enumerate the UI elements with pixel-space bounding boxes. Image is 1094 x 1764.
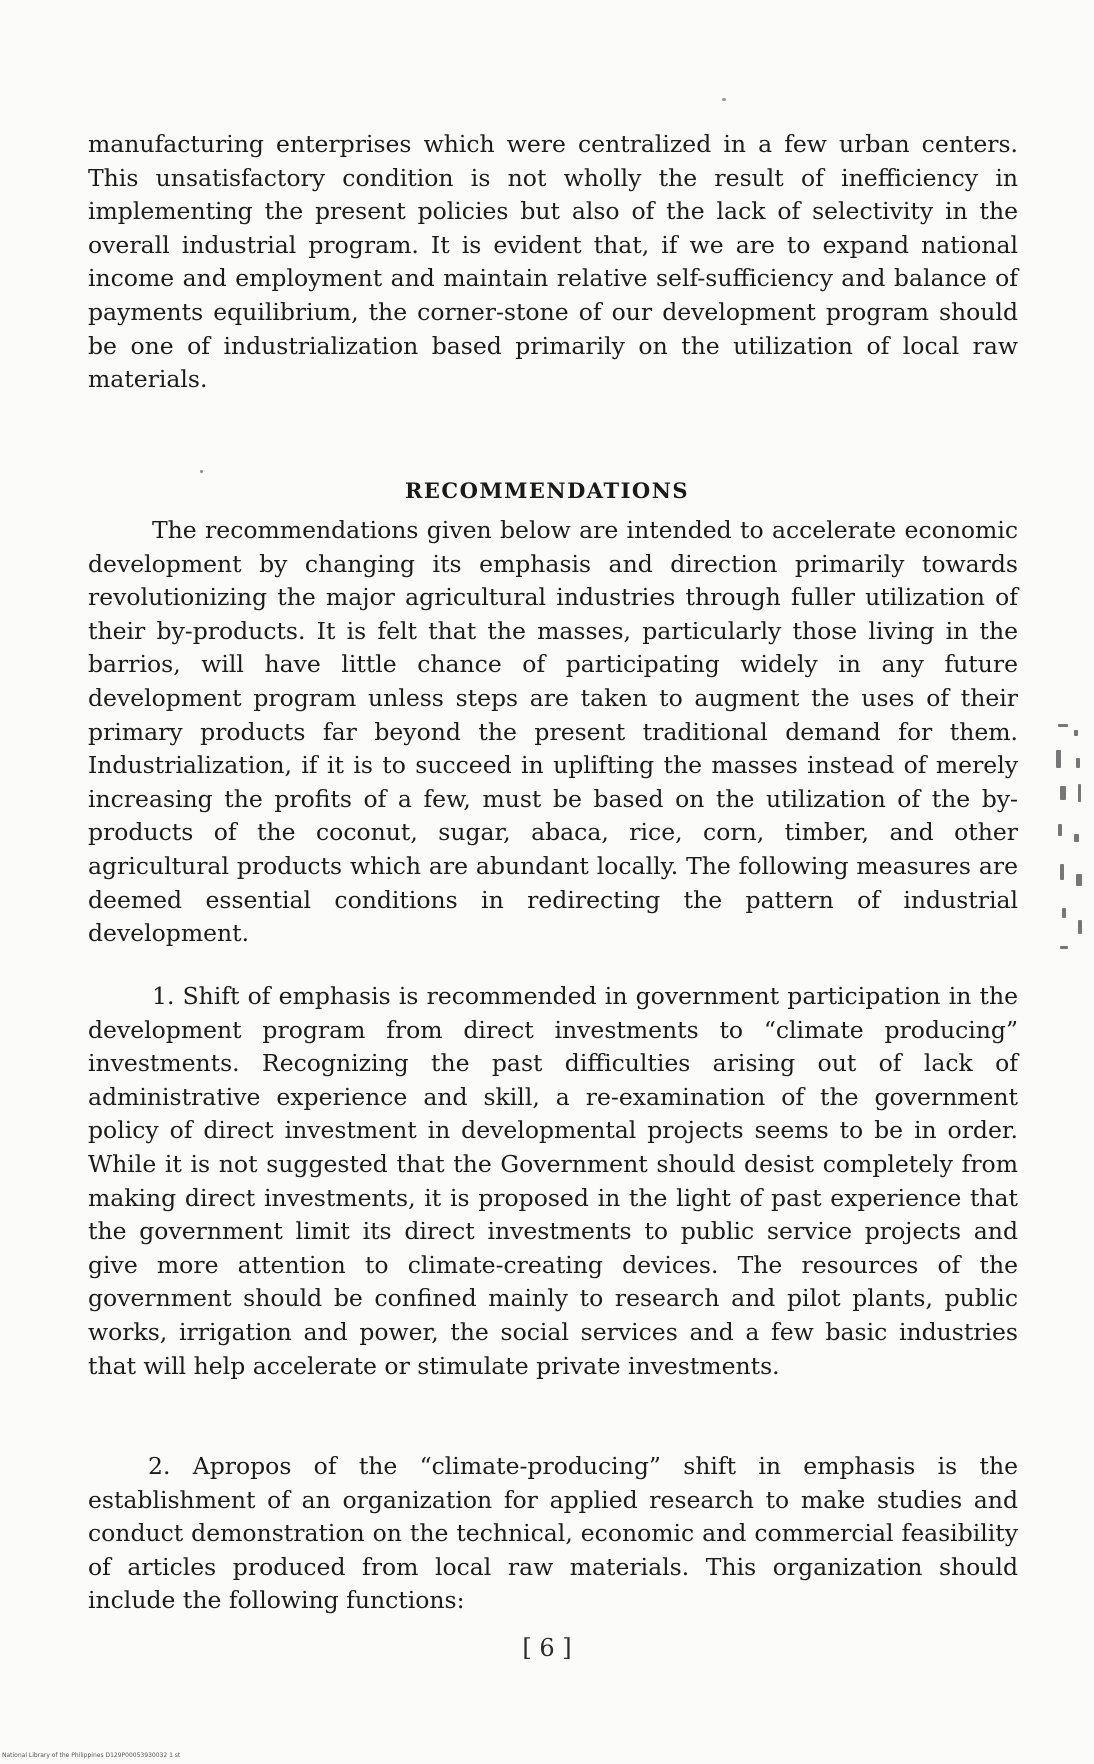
bleed-mark <box>1062 908 1066 918</box>
section-heading: RECOMMENDATIONS <box>404 478 690 503</box>
bleed-mark <box>1058 724 1068 727</box>
bleed-mark <box>1078 784 1081 802</box>
scan-speck <box>200 470 203 473</box>
paragraph-recommendations-text: The recommendations given below are intended to accelerate economic development by changing its emphasis and direction primarily towards revolutionizing the major agricultural industries through fuller utilization of their by-products. It is felt that the masses, particularly those living in the barrios, will have little chance of participating widely in any future development program unless steps are taken to augment the uses of their primary products far beyond the present traditional demand for them. Industrialization, if it is to succeed in uplifting the masses instead of merely increasing the profits of a few, must be based on the utilization of the by-products of the coconut, sugar, abaca, rice, corn, timber, and other agricultural products which are abundant locally. The following measures are deemed essential conditions in redirecting the pattern of industrial development. <box>88 516 1018 948</box>
paragraph-recommendations <box>88 514 1018 951</box>
margin-bleed-marks <box>1052 724 1092 964</box>
bleed-mark <box>1060 864 1064 880</box>
bleed-mark <box>1074 730 1078 736</box>
bleed-mark <box>1060 946 1068 949</box>
paragraph-item-one <box>88 980 1018 1383</box>
bleed-mark <box>1078 920 1082 934</box>
paragraph-intro <box>88 128 1018 397</box>
bleed-mark <box>1060 786 1066 800</box>
page-number: [ 6 ] <box>522 1634 572 1662</box>
paragraph-item-two <box>88 1450 1018 1618</box>
paragraph-intro-text: manufacturing enterprises which were centralized in a few urban centers. This unsatisfactory condition is not wholly the result of inefficiency in implementing the present policies but also of the lack of selectivity in the overall industrial program. It is evident that, if we are to expand national income and employment and maintain relative self-sufficiency and balance of payments equilibrium, the corner-stone of our development program should be one of industrialization based primarily on the utilization of local raw materials. <box>88 130 1018 394</box>
bleed-mark <box>1076 874 1082 886</box>
footer-credit: National Library of the Philippines D129P00053930032 1 st <box>2 1752 181 1759</box>
bleed-mark <box>1074 834 1079 842</box>
bleed-mark <box>1056 750 1061 768</box>
paragraph-item-two-text: 2. Apropos of the “climate-producing” shift in emphasis is the establishment of an organization for applied research to make studies and conduct demonstration on the technical, economic and commercial feasibility of articles produced from local raw materials. This organization should include the following functions: <box>88 1452 1018 1615</box>
bleed-mark <box>1058 824 1062 836</box>
bleed-mark <box>1076 758 1080 768</box>
scan-speck <box>722 98 726 101</box>
paragraph-item-one-text: 1. Shift of emphasis is recommended in government participation in the development program from direct investments to “climate producing” investments. Recognizing the past difficulties arising out of lack of administrative experience and skill, a re-examination of the government policy of direct investment in developmental projects seems to be in order. While it is not suggested that the Government should desist completely from making direct investments, it is proposed in the light of past experience that the government limit its direct investments to public service projects and give more attention to climate-creating devices. The resources of the government should be confined mainly to research and pilot plants, public works, irrigation and power, the social services and a few basic industries that will help accelerate or stimulate private investments. <box>88 982 1018 1380</box>
